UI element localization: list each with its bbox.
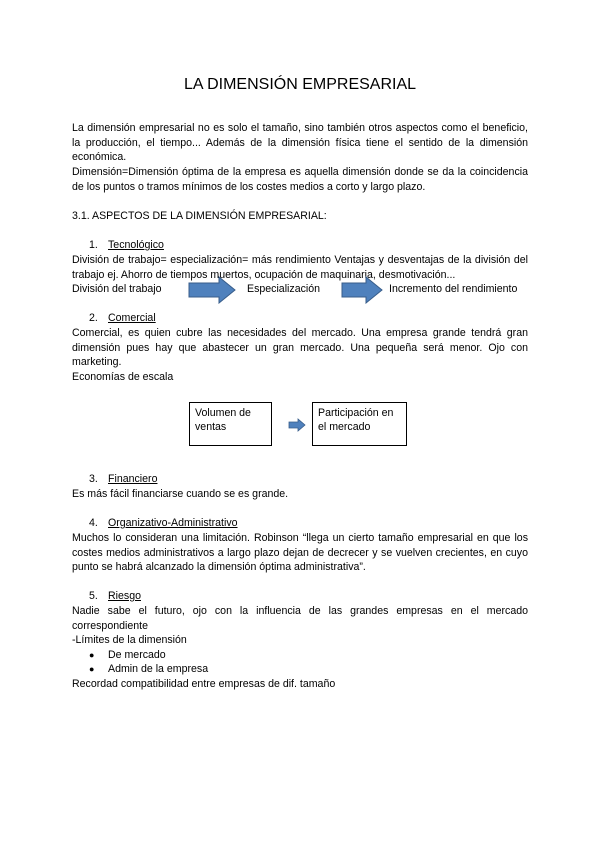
intro-paragraph-1: La dimensión empresarial no es solo el tamaño, sino también otros aspectos como el beneficio, la producción, el tiempo... Además de la dimensión física tiene el sentido de la dimensión económica. xyxy=(72,122,528,164)
economies-of-scale-label: Economías de escala xyxy=(72,371,174,383)
item-2-heading xyxy=(89,311,156,326)
item-5-text: Nadie sabe el futuro, ojo con la influencia de las grandes empresas en el mercado correspondiente xyxy=(72,605,528,632)
item-1-heading xyxy=(89,238,164,253)
item-4-text: Muchos lo consideran una limitación. Robinson “llega un cierto tamaño empresarial en que los costes medios administrativos a largo plazo dejan de decrecer y se vuelven crecientes, en cuyo punto se habrá alcanzado la dimensión óptima administrativa”. xyxy=(72,532,528,574)
flow-step-3: Incremento del rendimiento xyxy=(389,283,518,295)
section-heading: 3.1. ASPECTOS DE LA DIMENSIÓN EMPRESARIAL: xyxy=(72,210,327,222)
item-5-heading xyxy=(89,589,141,604)
flow-arrow-2 xyxy=(341,276,383,304)
bullet-dot-icon: ● xyxy=(89,664,95,674)
limits-label: -Límites de la dimensión xyxy=(72,634,187,646)
item-5-number: 5. xyxy=(89,590,98,602)
item-4-heading xyxy=(89,516,238,531)
page-title: LA DIMENSIÓN EMPRESARIAL xyxy=(183,76,417,93)
item-2-number: 2. xyxy=(89,312,98,324)
item-1-title: Tecnológico xyxy=(108,239,164,251)
item-3-number: 3. xyxy=(89,473,98,485)
bullet-item xyxy=(89,662,208,677)
item-2-title: Comercial xyxy=(108,312,156,324)
flow-step-1: División del trabajo xyxy=(72,283,162,295)
bullet-text: De mercado xyxy=(108,649,166,661)
closing-note: Recordad compatibilidad entre empresas de dif. tamaño xyxy=(72,678,336,690)
item-3-heading xyxy=(89,472,157,487)
box-arrow xyxy=(288,418,306,432)
bullet-item xyxy=(89,648,166,663)
intro-paragraph-2: Dimensión=Dimensión óptima de la empresa es aquella dimensión donde se da la coincidencia de los puntos o tramos mínimos de los costes medios a corto y largo plazo. xyxy=(72,166,528,193)
item-1-text: División de trabajo= especialización= más rendimiento Ventajas y desventajas de la división del trabajo ej. Ahorro de tiempos muertos, ocupación de maquinaria, desmotivación... xyxy=(72,254,528,281)
item-5-title: Riesgo xyxy=(108,590,141,602)
item-4-number: 4. xyxy=(89,517,98,529)
item-4-title: Organizativo-Administrativo xyxy=(108,517,238,529)
bullet-dot-icon: ● xyxy=(89,650,95,660)
flow-arrow-1 xyxy=(188,276,236,304)
item-3-title: Financiero xyxy=(108,473,158,485)
flow-step-2: Especialización xyxy=(247,283,321,295)
item-3-text: Es más fácil financiarse cuando se es grande. xyxy=(72,488,289,500)
box-market-share: Participación en el mercado xyxy=(312,402,407,446)
box-sales-volume: Volumen de ventas xyxy=(189,402,272,446)
bullet-text: Admin de la empresa xyxy=(108,663,209,675)
item-1-number: 1. xyxy=(89,239,98,251)
item-2-text: Comercial, es quien cubre las necesidades del mercado. Una empresa grande tendrá gran dimensión pues hay que abastecer un gran mercado. Una pequeña será menor. Ojo con marketing. xyxy=(72,327,528,369)
